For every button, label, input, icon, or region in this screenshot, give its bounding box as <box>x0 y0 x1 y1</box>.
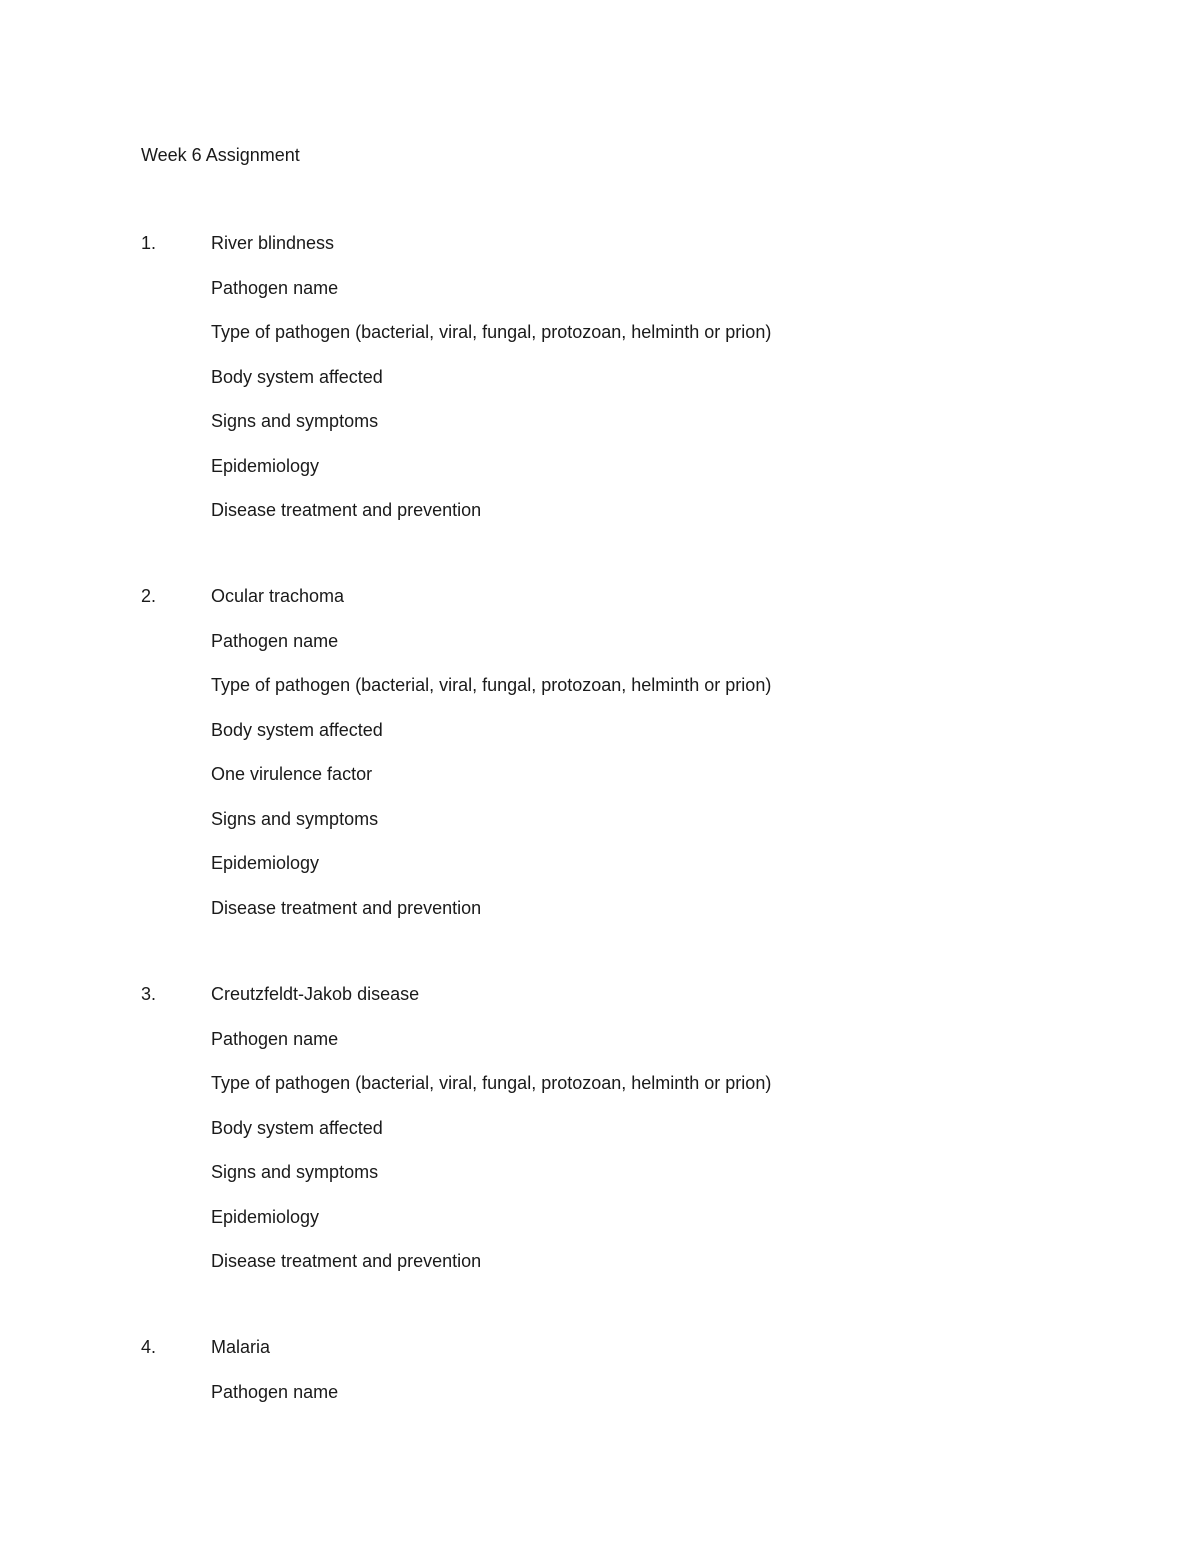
disease-name: River blindness <box>211 233 335 253</box>
question-number: 3. <box>141 984 157 1004</box>
field-signs-symptoms: Signs and symptoms <box>211 808 379 829</box>
field-epidemiology: Epidemiology <box>211 1206 320 1227</box>
field-pathogen-type: Type of pathogen (bacterial, viral, fungal, protozoan, helminth or prion) <box>211 1073 772 1093</box>
disease-name: Malaria <box>211 1337 271 1357</box>
field-pathogen-name: Pathogen name <box>211 1381 339 1402</box>
field-epidemiology: Epidemiology <box>211 853 320 873</box>
question-4 <box>141 1336 1141 1403</box>
field-pathogen-type: Type of pathogen (bacterial, viral, fungal, protozoan, helminth or prion) <box>211 675 772 695</box>
field-list <box>141 277 1141 522</box>
question-1 <box>141 232 1141 521</box>
field-virulence-factor: One virulence factor <box>211 764 373 784</box>
field-epidemiology: Epidemiology <box>211 455 320 476</box>
field-list <box>141 1028 1141 1273</box>
question-number: 2. <box>141 586 157 606</box>
question-heading <box>141 983 1141 1005</box>
field-pathogen-name: Pathogen name <box>211 1028 339 1049</box>
disease-name: Ocular trachoma <box>211 586 345 606</box>
field-treatment-prevention: Disease treatment and prevention <box>211 500 482 520</box>
question-2 <box>141 585 1141 919</box>
question-heading <box>141 232 1141 254</box>
question-heading <box>141 1336 1141 1358</box>
question-3 <box>141 983 1141 1272</box>
field-body-system: Body system affected <box>211 719 383 740</box>
question-number: 1. <box>141 233 157 253</box>
field-signs-symptoms: Signs and symptoms <box>211 1162 379 1182</box>
disease-name: Creutzfeldt-Jakob disease <box>211 984 420 1004</box>
field-treatment-prevention: Disease treatment and prevention <box>211 897 482 918</box>
field-pathogen-type: Type of pathogen (bacterial, viral, fungal, protozoan, helminth or prion) <box>211 322 772 342</box>
field-pathogen-name: Pathogen name <box>211 277 339 298</box>
field-treatment-prevention: Disease treatment and prevention <box>211 1251 482 1271</box>
field-list <box>141 630 1141 919</box>
page-title: Week 6 Assignment <box>141 145 300 165</box>
field-body-system: Body system affected <box>211 366 383 387</box>
field-list <box>141 1381 1141 1403</box>
field-signs-symptoms: Signs and symptoms <box>211 411 379 431</box>
question-heading <box>141 585 1141 607</box>
field-body-system: Body system affected <box>211 1117 383 1138</box>
question-number: 4. <box>141 1337 157 1357</box>
field-pathogen-name: Pathogen name <box>211 630 339 651</box>
